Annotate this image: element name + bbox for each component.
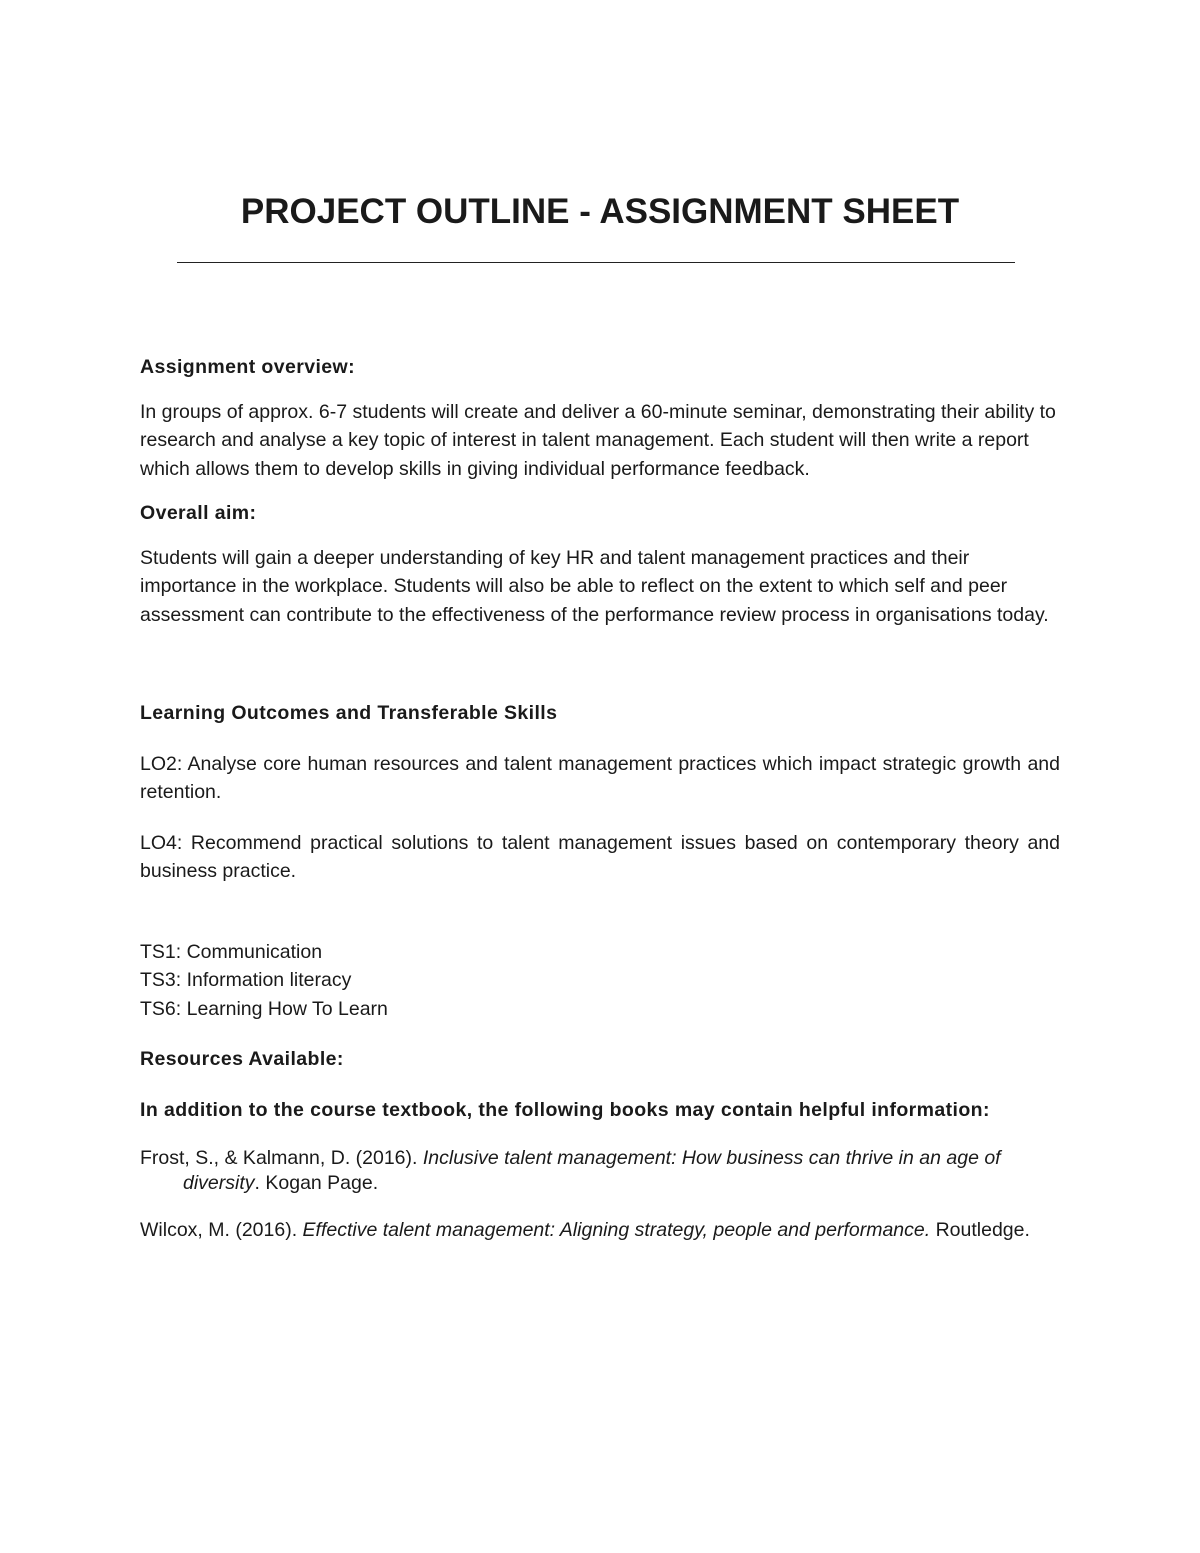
reference-publisher: Routledge. <box>930 1219 1030 1241</box>
title-divider <box>177 262 1015 263</box>
resources-intro: In addition to the course textbook, the following books may contain helpful information: <box>140 1098 990 1121</box>
lo4-text: LO4: Recommend practical solutions to talent management issues based on contemporary theory and business practice. <box>140 831 1060 882</box>
reference-title: Inclusive talent management: How business can thrive in an age of diversity <box>183 1147 1001 1194</box>
page-title: PROJECT OUTLINE - ASSIGNMENT SHEET <box>240 192 960 231</box>
resources-heading: Resources Available: <box>140 1048 344 1070</box>
reference-authors: Frost, S., & Kalmann, D. (2016). <box>140 1147 423 1169</box>
skills-list <box>140 938 1060 1024</box>
aim-heading: Overall aim: <box>140 502 257 524</box>
reference-item <box>140 1146 1060 1196</box>
reference-publisher: . Kogan Page. <box>254 1172 379 1194</box>
skill-item: TS1: Communication <box>140 940 323 963</box>
skill-item: TS6: Learning How To Learn <box>140 997 388 1020</box>
reference-item <box>140 1218 1060 1243</box>
reference-title: Effective talent management: Aligning strategy, people and performance. <box>302 1219 931 1241</box>
overview-text: In groups of approx. 6-7 students will create and deliver a 60-minute seminar, demonstrating their ability to research and analyse a key topic of interest in talent management. Each student will then write a report which allows them to develop skills in giving individual performance feedback. <box>140 400 1056 480</box>
skill-item: TS3: Information literacy <box>140 969 352 991</box>
lo2-text: LO2: Analyse core human resources and talent management practices which impact strategic growth and retention. <box>140 752 1060 803</box>
aim-text: Students will gain a deeper understanding of key HR and talent management practices and their importance in the workplace. Students will also be able to reflect on the extent to which self and peer assessment can contribute to the effectiveness of the performance review process in organisations today. <box>140 546 1049 626</box>
reference-authors: Wilcox, M. (2016). <box>140 1219 303 1241</box>
overview-heading: Assignment overview: <box>140 356 355 378</box>
outcomes-heading: Learning Outcomes and Transferable Skills <box>140 702 558 724</box>
document-body <box>140 353 1060 1243</box>
